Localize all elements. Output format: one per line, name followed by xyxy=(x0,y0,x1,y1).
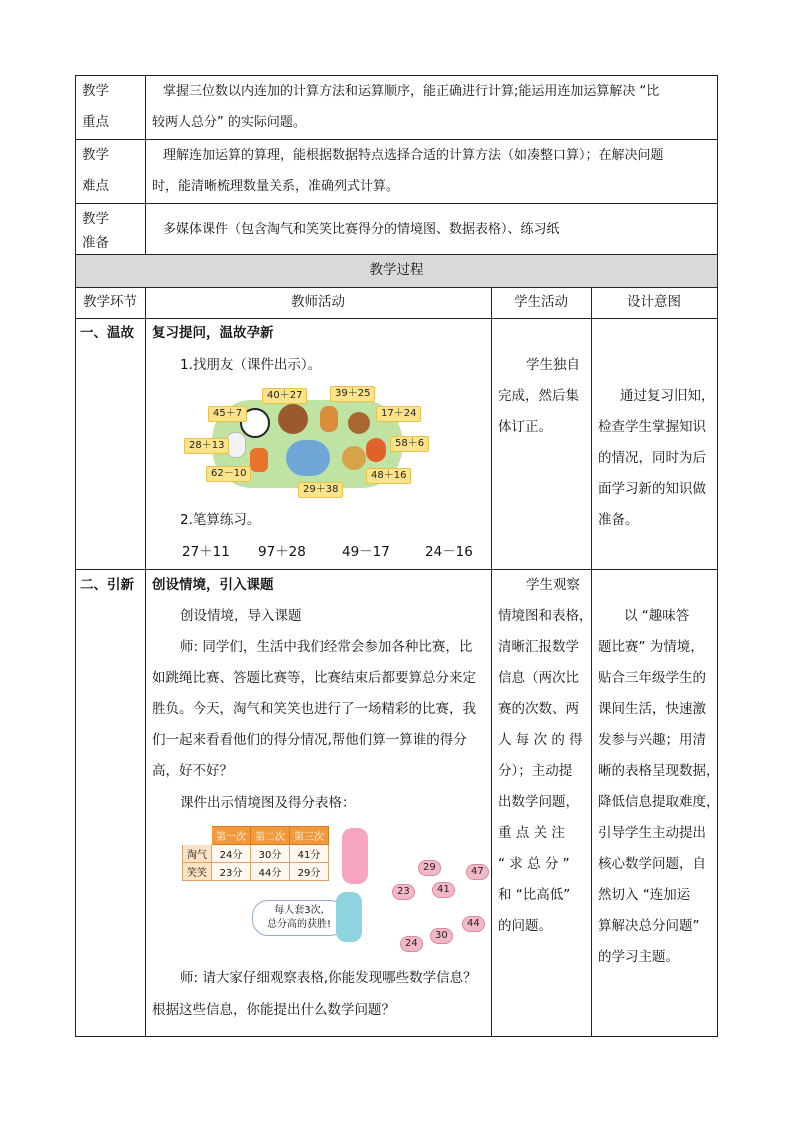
section2-show: 课件出示情境图及得分表格： xyxy=(180,795,356,811)
section2-intent-3: 贴合三年级学生的 xyxy=(598,670,706,686)
section1-intent-5: 准备。 xyxy=(598,512,639,528)
process-title: 教学过程 xyxy=(369,262,424,278)
difficulties-line-2: 时，能清晰梳理数量关系，准确列式计算。 xyxy=(152,179,400,194)
grid-line xyxy=(75,75,76,1037)
badge-47: 47 xyxy=(466,864,489,880)
section2-student-6: 人 每 次 的 得 xyxy=(498,732,583,748)
section1-intent-3: 的情况，同时为后 xyxy=(598,450,706,466)
badge-24: 24 xyxy=(400,936,423,952)
section2-para-1: 师: 同学们，生活中我们经常会参加各种比赛，比 xyxy=(180,639,473,655)
section2-intent-1: 以 “趣味答 xyxy=(624,608,690,624)
section2-intent-9: 核心数学问题，自 xyxy=(598,856,706,872)
section2-sub: 创设情境，导入课题 xyxy=(180,608,302,624)
card-58-6[interactable]: 58＋6 xyxy=(390,436,429,452)
section2-intent-7: 降低信息提取难度， xyxy=(598,794,720,810)
badge-44: 44 xyxy=(462,916,485,932)
girl-icon xyxy=(342,828,368,884)
grid-line xyxy=(145,287,146,1037)
bear-icon xyxy=(278,404,308,434)
section2-para-5: 高，好不好？ xyxy=(152,763,233,779)
card-39-25[interactable]: 39＋25 xyxy=(330,386,375,402)
score-cell: 30分 xyxy=(251,845,290,863)
difficulties-label-1: 教学 xyxy=(82,147,109,163)
preparation-line-1: 多媒体课件（包含淘气和笑笑比赛得分的情境图、数据表格）、练习纸 xyxy=(163,222,560,237)
section2-student-7: 分）；主动提 xyxy=(498,763,573,779)
section2-stage: 二、引新 xyxy=(80,577,134,593)
grid-line xyxy=(591,287,592,1037)
difficulties-line-1: 理解连加运算的算理，能根据数据特点选择合适的计算方法（如凑整口算）；在解决问题 xyxy=(163,148,664,163)
section2-intent-2: 题比赛” 为情境， xyxy=(598,639,704,655)
squirrel-icon xyxy=(366,438,386,462)
card-29-38[interactable]: 29＋38 xyxy=(298,482,343,498)
score-table xyxy=(182,826,329,881)
badge-23: 23 xyxy=(392,884,415,900)
section1-student-2: 完成，然后集 xyxy=(498,388,579,404)
section1-item1: 1.找朋友（课件出示）。 xyxy=(180,357,322,373)
section2-student-12: 的问题。 xyxy=(498,918,552,934)
section1-student-1: 学生独自 xyxy=(526,357,580,373)
column-header-student: 学生活动 xyxy=(514,294,568,310)
score-cell: 24分 xyxy=(212,845,251,863)
section2-intent-8: 引导学生主动提出 xyxy=(598,825,706,841)
score-cell: 41分 xyxy=(290,845,329,863)
score-header-3: 第三次 xyxy=(290,827,329,845)
section2-intent-12: 的学习主题。 xyxy=(598,949,679,965)
score-row-taoqi: 淘气 xyxy=(183,845,212,863)
bubble-line-1: 每人套3次, xyxy=(274,905,324,916)
grid-line xyxy=(145,75,146,254)
elephant-icon xyxy=(286,440,330,476)
grid-line xyxy=(75,1036,718,1037)
section2-student-9: 重 点 关 注 xyxy=(498,825,565,841)
section2-intent-4: 课间生活，快速激 xyxy=(598,701,706,717)
score-table-corner xyxy=(183,827,212,845)
section2-intent-11: 算解决总分问题” xyxy=(598,918,700,934)
grid-line xyxy=(717,75,718,1037)
key-points-line-2: 较两人总分” 的实际问题。 xyxy=(152,115,306,130)
column-header-stage: 教学环节 xyxy=(83,294,137,310)
section1-item2: 2.笔算练习。 xyxy=(180,512,261,528)
card-17-24[interactable]: 17＋24 xyxy=(376,406,421,422)
section2-student-10: “ 求 总 分 ” xyxy=(498,856,570,872)
key-points-label-2: 重点 xyxy=(82,114,109,130)
section2-para-3: 胜负。今天，淘气和笑笑也进行了一场精彩的比赛，我 xyxy=(152,701,476,717)
exercise-4: 24－16 xyxy=(425,544,473,560)
badge-29: 29 xyxy=(418,860,441,876)
score-row-xiaoxiao: 笑笑 xyxy=(183,863,212,881)
section2-student-11: 和 “比高低” xyxy=(498,887,571,903)
score-header-2: 第二次 xyxy=(251,827,290,845)
score-header-1: 第一次 xyxy=(212,827,251,845)
boy-icon xyxy=(336,892,362,942)
deer-icon xyxy=(320,406,338,432)
card-62-10[interactable]: 62－10 xyxy=(206,466,251,482)
score-cell: 23分 xyxy=(212,863,251,881)
preparation-label-1: 教学 xyxy=(82,211,109,227)
exercise-3: 49－17 xyxy=(342,544,390,560)
section1-student-3: 体订正。 xyxy=(498,419,552,435)
score-scene xyxy=(182,824,484,949)
dog-icon xyxy=(342,446,366,470)
column-header-intent: 设计意图 xyxy=(627,294,681,310)
section2-question-2: 根据这些信息，你能提出什么数学问题？ xyxy=(152,1002,395,1018)
section2-question-1: 师: 请大家仔细观察表格,你能发现哪些数学信息？ xyxy=(180,970,477,986)
section2-student-4: 信息（两次比 xyxy=(498,670,579,686)
exercise-2: 97＋28 xyxy=(258,544,306,560)
card-48-16[interactable]: 48＋16 xyxy=(366,468,411,484)
section2-intent-5: 发参与兴趣；用清 xyxy=(598,732,706,748)
score-cell: 29分 xyxy=(290,863,329,881)
badge-41: 41 xyxy=(432,882,455,898)
bubble-line-2: 总分高的获胜! xyxy=(266,919,331,930)
column-header-teacher: 教师活动 xyxy=(291,294,345,310)
exercise-1: 27＋11 xyxy=(182,544,230,560)
matching-illustration xyxy=(182,382,425,496)
section2-para-4: 们一起来看看他们的得分情况,帮他们算一算谁的得分 xyxy=(152,732,467,748)
section2-intent-6: 晰的表格呈现数据， xyxy=(598,763,720,779)
section2-intent-10: 然切入 “连加运 xyxy=(598,887,691,903)
speech-bubble xyxy=(252,900,346,936)
fox-icon xyxy=(250,448,268,472)
monkey-icon xyxy=(348,412,370,434)
key-points-label-1: 教学 xyxy=(82,83,109,99)
section1-intent-4: 面学习新的知识做 xyxy=(598,481,706,497)
section1-intent-1: 通过复习旧知， xyxy=(620,388,715,404)
card-45-7[interactable]: 45＋7 xyxy=(208,406,247,422)
section2-student-2: 情境图和表格， xyxy=(498,608,593,624)
key-points-line-1: 掌握三位数以内连加的计算方法和运算顺序，能正确进行计算;能运用连加运算解决 “比 xyxy=(163,84,660,99)
section1-stage: 一、温故 xyxy=(80,325,134,341)
badge-30: 30 xyxy=(430,928,453,944)
section2-heading: 创设情境，引入课题 xyxy=(152,577,274,593)
difficulties-label-2: 难点 xyxy=(82,178,109,194)
grid-line xyxy=(75,203,718,204)
section2-para-2: 如跳绳比赛、答题比赛等，比赛结束后都要算总分来定 xyxy=(152,670,476,686)
section1-intent-2: 检查学生掌握知识 xyxy=(598,419,706,435)
grid-line xyxy=(491,287,492,1037)
section2-student-5: 赛的次数、两 xyxy=(498,701,579,717)
card-40-27[interactable]: 40＋27 xyxy=(262,388,307,404)
section2-student-1: 学生观察 xyxy=(526,577,580,593)
preparation-label-2: 准备 xyxy=(82,235,109,251)
section2-student-3: 清晰汇报数学 xyxy=(498,639,579,655)
card-28-13[interactable]: 28＋13 xyxy=(184,438,229,454)
section1-heading: 复习提问，温故孕新 xyxy=(152,325,274,341)
section2-student-8: 出数学问题， xyxy=(498,794,579,810)
score-cell: 44分 xyxy=(251,863,290,881)
